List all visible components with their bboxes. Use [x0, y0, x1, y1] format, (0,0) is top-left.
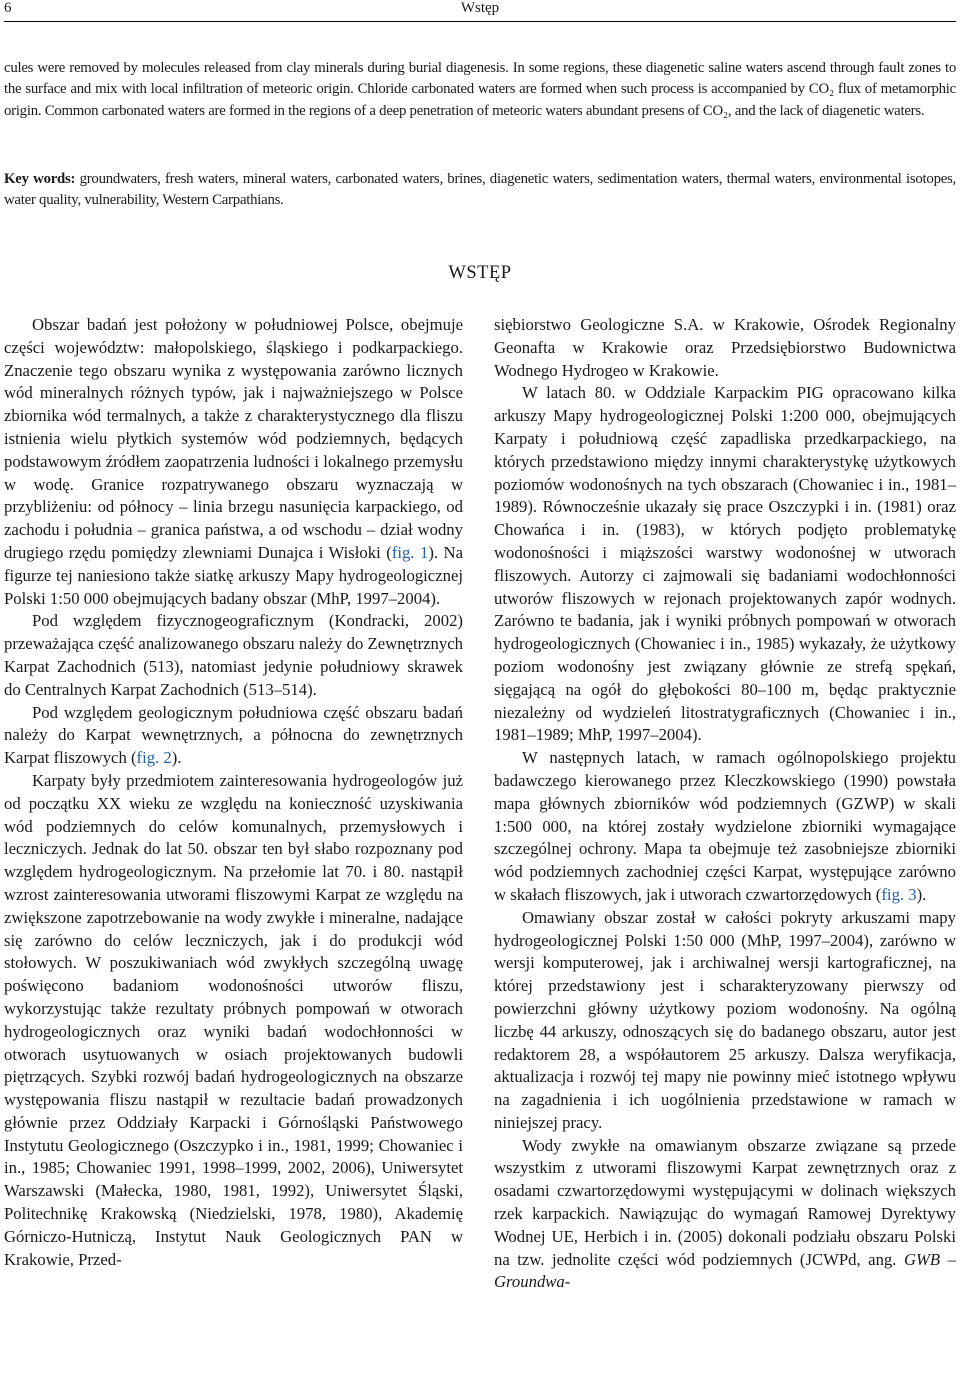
italic-text: GWB – Groundwa-	[494, 1249, 956, 1292]
figure-link[interactable]: fig. 3	[881, 884, 917, 904]
paragraph: W latach 80. w Oddziale Karpackim PIG opracowano kilka arkuszy Mapy hydrogeologicznej Polski 1:200 000, obejmujących Karpaty i południową część zapadliska przedkarpackiego, na których przedstawiono między innymi charakterystykę użytkowych poziomów wodonośnych na tych obszarach (Chowaniec i in., 1981–1989). Równocześnie ukazały się prace Oszczypki i in. (1981) oraz Chowańca i in. (1983), w których podjęto problematykę wodonośności i miąższości warstwy wodonośnej w utworach fliszowych. Autorzy ci zajmowali się badaniami wodochłonności utworów fliszowych w rejonach projektowanych zapór wodnych. Zarówno te badania, jak i wyniki próbnych pompowań w otworach hydrogeologicznych (Chowaniec i in., 1985) wykazały, że użytkowy poziom wodonośny jest związany głównie ze strefą spękań, sięgającą na ogół do głębokości 80–100 m, będąc praktycznie niezależny od wydzieleń litostratygraficznych (Chowaniec i in., 1981–1989; MhP, 1997–2004).	[494, 383, 956, 745]
section-title: WSTĘP	[448, 263, 512, 283]
keywords-list: groundwaters, fresh waters, mineral waters, carbonated waters, brines, diagenetic waters, sedimentation waters, thermal waters, environmental isotopes, water quality, vulnerability, Western Carpathians.	[4, 171, 956, 209]
paragraph: Karpaty były przedmiotem zainteresowania hydrogeologów już od początku XX wieku ze względu na konieczność uzyskiwania wód podziemnych do celów komunalnych, przemysłowych i leczniczych. Jednak do lat 50. obszar ten był słabo rozpoznany pod względem hydrogeologicznym. Na przełomie lat 70. i 80. nastąpił wzrost zainteresowania utworami fliszowymi Karpat ze względu na zwiększone zapotrzebowanie na wody zwykłe i mineralne, nadające się zarówno do celów leczniczych, jak i do produkcji wód stołowych. W poszukiwaniach wód zwykłych szczególną uwagę poświęcono badaniom wodonośności utworów fliszu, wykorzystując także rezultaty próbnych pompowań w otworach hydrogeologicznych oraz wyniki badań wodochłonności w otworach usytuowanych w osiach projektowanych budowli piętrzących. Szybki rozwój badań hydrogeologicznych na obszarze występowania fliszu nastąpił w rezultacie badań prowadzonych głównie przez Oddziały Karpacki i Górnośląski Państwowego Instytutu Geologicznego (Oszczypko i in., 1981, 1999; Chowaniec i in., 1985; Chowaniec 1991, 1998–1999, 2002, 2006), Uniwersytet Warszawski (Małecka, 1980, 1981, 1992), Uniwersytet Śląski, Politechnikę Krakowską (Niedzielski, 1978, 1980), Akademię Górniczo-Hutniczą, Instytut Nauk Geologicznych PAN w Krakowie, Przed-	[4, 770, 463, 1269]
paragraph-text: Wody zwykłe na omawianym obszarze związane są przede wszystkim z utworami fliszowymi Karpat zewnętrznych oraz z osadami czwartorzędowymi występującymi w dolinach większych rzek karpackich. Nawiązując do wymagań Ramowej Dyrektywy Wodnej UE, Herbich i in. (2005) dokonali podziału obszaru Polski na tzw. jednolite części wód podziemnych (JCWPd, ang.	[494, 1135, 956, 1269]
keywords-label: Key words:	[4, 171, 76, 187]
figure-link[interactable]: fig. 2	[136, 748, 172, 768]
paragraph-text: Obszar badań jest położony w południowej Polsce, obejmuje części województw: małopolskiego, śląskiego i podkarpackiego. Znaczenie tego obszaru wynika z występowania zarówno licznych wód mineralnych różnych typów, jak i najważniejszego w Polsce zbiornika wód termalnych, a także z charakterystycznego dla fliszu istnienia wielu płytkich systemów wód podziemnych, będących podstawowym źródłem zaopatrzenia ludności i lokalnego przemysłu w wodę. Granice rozpatrywanego obszaru wyznaczają w przybliżeniu: od północy – linia brzegu nasunięcia karpackiego, od zachodu i południa – granica państwa, a od wschodu – dział wodny drugiego rzędu pomiędzy zlewniami Dunajca i Wisłoki (	[4, 315, 463, 562]
paragraph-text: ). Na figurze tej naniesiono także siatkę arkuszy Mapy hydrogeologicznej Polski 1:50 000 obejmujących badany obszar (MhP, 1997–2004).	[4, 542, 463, 608]
left-column	[4, 314, 463, 1271]
paragraph-text: W następnych latach, w ramach ogólnopolskiego projektu badawczego kierowanego przez Kleczkowskiego (1990) powstała mapa głównych zbiorników wód podziemnych (GZWP) w skali 1:500 000, na której zostały wydzielone zbiorniki wymagające szczególnej ochrony. Mapa ta obejmuje też zasobniejsze zbiorniki wód podziemnych zachodniej części Karpat, występujące zarówno w skałach fliszowych, jak i utworach czwartorzędowych (	[494, 748, 956, 904]
figure-link[interactable]: fig. 1	[391, 542, 429, 562]
paragraph-text: ).	[916, 884, 927, 904]
paragraph	[4, 702, 463, 770]
page-number: 6	[4, 0, 12, 16]
paragraph-text: ).	[171, 748, 182, 768]
running-title: Wstęp	[460, 0, 500, 16]
abstract-text: cules were removed by molecules released from clay minerals during burial diagenesis. In some regions, these diagenetic saline waters ascend through fault zones to the surface and mix with local infiltration of meteoric origin. Chloride carbonated waters are formed when such process is accompanied by CO₂ flux of metamorphic origin. Common carbonated waters are formed in the regions of a deep penetration of meteoric waters abundant presens of CO₂, and the lack of diagenetic waters.	[4, 60, 956, 119]
paragraph-text: Pod względem geologicznym południowa część obszaru badań należy do Karpat wewnętrznych, a północna do zewnętrznych Karpat fliszowych (	[4, 702, 463, 768]
right-column	[494, 314, 956, 1294]
page-header	[4, 0, 956, 22]
header-rule	[4, 21, 956, 22]
paragraph: Omawiany obszar został w całości pokryty arkuszami mapy hydrogeologicznej Polski 1:50 000 (MhP, 1997–2004), zarówno w wersji komputerowej, jak i archiwalnej wersji kartograficznej, na której przedstawiony jest i scharakteryzowany pierwszy od powierzchni główny użytkowy poziom wodonośny. Na ogólną liczbę 44 arkuszy, odnoszących się do badanego obszaru, autor jest redaktorem 28, a współautorem 25 arkuszy. Dalsza weryfikacja, aktualizacja i rozwój tej mapy nie powinny mieć istotnego wpływu na zagadnienia i ich uogólnienia przedstawione w ramach w niniejszej pracy.	[494, 907, 956, 1132]
paragraph	[494, 747, 956, 907]
paragraph: Pod względem fizycznogeograficznym (Kondracki, 2002) przeważająca część analizowanego obszaru należy do Zewnętrznych Karpat Zachodnich (513), natomiast jedynie południowy skrawek do Centralnych Karpat Zachodnich (513–514).	[4, 611, 463, 699]
paragraph	[494, 1135, 956, 1295]
paragraph: siębiorstwo Geologiczne S.A. w Krakowie, Ośrodek Regionalny Geonafta w Krakowie oraz Przedsiębiorstwo Budownictwa Wodnego Hydrogeo w Krakowie.	[494, 315, 956, 380]
paragraph	[4, 314, 463, 610]
keywords	[4, 169, 956, 212]
